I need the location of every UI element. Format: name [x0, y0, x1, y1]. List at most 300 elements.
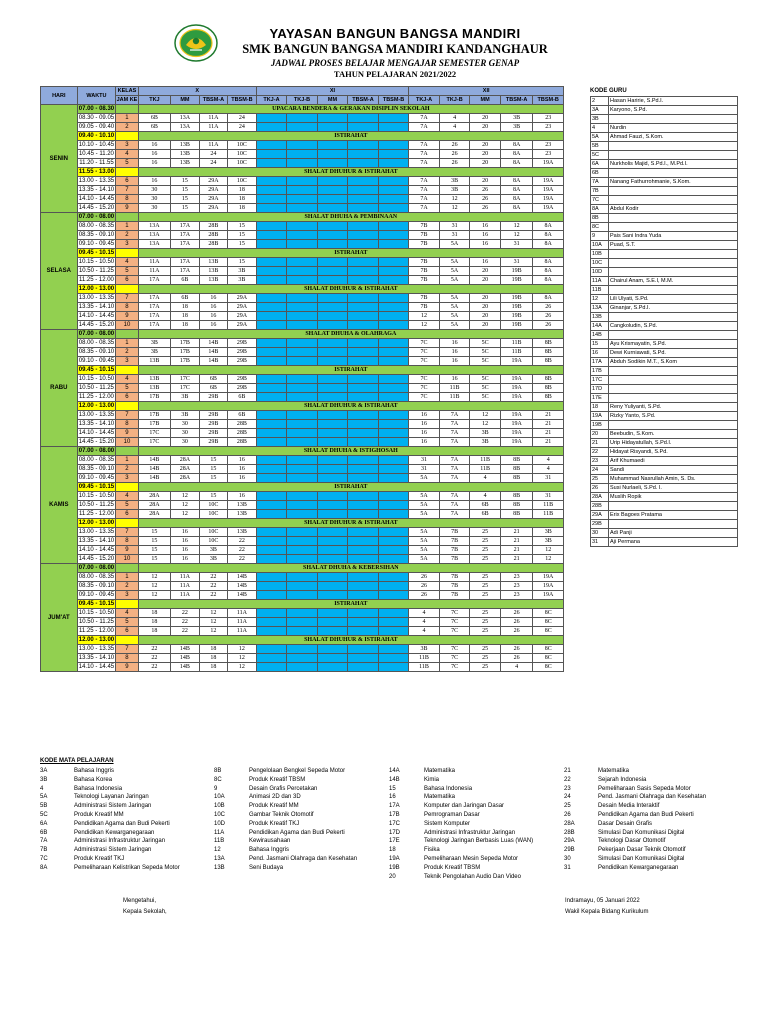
cell-x-3: 29A [228, 303, 257, 312]
band-row [41, 564, 564, 573]
cell-xi-4 [378, 546, 409, 555]
cell-xi-3 [348, 420, 379, 429]
cell-xii-0: 16 [409, 429, 440, 438]
header-class-xi-0: TKJ-A [256, 96, 287, 105]
subject-item [214, 802, 389, 811]
cell-xi-4 [378, 114, 409, 123]
subject-item [40, 846, 214, 855]
cell-xii-1: 7B [439, 546, 470, 555]
cell-x-1: 14B [171, 663, 199, 672]
teacher-name [609, 385, 738, 394]
cell-xi-1 [287, 393, 318, 402]
cell-xii-3: 11B [500, 339, 533, 348]
cell-xi-3 [348, 312, 379, 321]
cell-xi-3 [348, 240, 379, 249]
cell-xi-3 [348, 357, 379, 366]
cell-xii-2: 16 [470, 258, 501, 267]
subject-item [564, 785, 708, 794]
subject-name: Produk Kreatif TBSM [249, 776, 306, 783]
subject-code: 20 [389, 873, 396, 880]
lesson-row [41, 141, 564, 150]
subject-name: Pekerjaan Dasar Teknik Otomotif [598, 847, 686, 854]
teacher-row [591, 367, 738, 376]
cell-x-3: 28B [228, 438, 257, 447]
time-slot: 14.10 - 14.45 [78, 664, 115, 670]
cell-xii-4: 19A [533, 591, 564, 600]
subject-name: Matematika [598, 768, 630, 774]
cell-x-1: 17B [171, 357, 199, 366]
cell-xii-0: 7C [409, 348, 440, 357]
activity-label: SHALAT DHUHA & KEBERSIHAN [138, 564, 563, 573]
cell-xi-0 [256, 141, 287, 150]
teacher-row [591, 493, 738, 502]
time-slot: 13.00 - 13.35 [78, 412, 115, 418]
subject-code: 28A [564, 820, 575, 827]
subject-code: 5C [40, 811, 48, 818]
cell-xii-2: 26 [470, 204, 501, 213]
cell-xi-3 [348, 114, 379, 123]
cell-xi-4 [378, 618, 409, 627]
cell-x-3: 12 [228, 663, 257, 672]
cell-xii-3: 12 [500, 231, 533, 240]
cell-xii-2: 12 [470, 420, 501, 429]
cell-xii-3: 8A [500, 186, 533, 195]
cell-xi-4 [378, 123, 409, 132]
cell-xii-3: 21 [500, 528, 533, 537]
cell-xi-3 [348, 339, 379, 348]
cell-x-0: 13A [138, 222, 171, 231]
cell-xii-2: 16 [470, 240, 501, 249]
cell-x-0: 22 [138, 645, 171, 654]
cell-x-1: 13B [171, 150, 199, 159]
cell-xii-3: 8A [500, 204, 533, 213]
subject-item [40, 820, 214, 829]
subject-name: Dasar Desain Grafis [598, 820, 653, 827]
cell-x-0: 13B [138, 375, 171, 384]
cell-xii-3: 19B [500, 312, 533, 321]
cell-xii-4: 8B [533, 348, 564, 357]
cell-xii-1: 16 [439, 375, 470, 384]
cell-xi-0 [256, 240, 287, 249]
cell-x-2: 11A [199, 114, 227, 123]
schedule-title: JADWAL PROSES BELAJAR MENGAJAR SEMESTER GENAP [270, 58, 520, 68]
subject-item [564, 864, 708, 873]
teacher-code: 10A [591, 241, 609, 250]
activity-label: ISTIRAHAT [138, 366, 563, 375]
cell-xi-2 [317, 393, 348, 402]
cell-x-3: 10C [228, 141, 257, 150]
header-class-xi-4: TBSM-B [378, 96, 409, 105]
subject-name: Kimia [424, 776, 440, 783]
cell-x-2: 29B [199, 411, 227, 420]
cell-x-0: 22 [138, 654, 171, 663]
subject-code: 3A [40, 768, 48, 774]
header-waktu: WAKTU [77, 87, 116, 105]
cell-xi-3 [348, 429, 379, 438]
teacher-code: 6A [591, 160, 609, 169]
cell-xi-0 [256, 123, 287, 132]
signature-left-line2: Kepala Sekolah, [123, 909, 167, 915]
subject-name: Teknologi Layanan Jaringan [74, 794, 149, 801]
header-grade-xii: XII [409, 87, 564, 96]
subject-item [40, 811, 214, 820]
cell-xii-2: 20 [470, 294, 501, 303]
subject-code: 15 [389, 785, 396, 792]
signature-right-line2: Wakil Kepala Bidang Kurikulum [565, 909, 649, 915]
cell-xii-1: 12 [439, 204, 470, 213]
period-number: 9 [116, 204, 138, 213]
cell-xii-2: 25 [470, 582, 501, 591]
period-number: 5 [116, 159, 138, 168]
teacher-code: 15 [591, 340, 609, 349]
time-slot: 11.55 - 13.00 [78, 169, 114, 175]
subject-item [214, 864, 389, 873]
cell-x-1: 15 [171, 177, 199, 186]
cell-xii-4: 21 [533, 429, 564, 438]
teacher-name: Cangkoludin, S.Pd. [609, 322, 738, 331]
cell-xii-2: 25 [470, 528, 501, 537]
time-slot: 10.50 - 11.25 [78, 619, 114, 625]
teacher-code: 3B [591, 115, 609, 124]
period-number: 3 [116, 141, 138, 150]
header-class-xi-1: TKJ-B [287, 96, 318, 105]
period-number: 8 [116, 420, 138, 429]
period-number: 2 [116, 465, 138, 474]
cell-x-0: 12 [138, 582, 171, 591]
lesson-row [41, 645, 564, 654]
cell-xi-3 [348, 645, 379, 654]
cell-xi-3 [348, 654, 379, 663]
cell-xii-4: 21 [533, 438, 564, 447]
cell-xii-2: 20 [470, 141, 501, 150]
cell-xii-1: 31 [439, 231, 470, 240]
cell-xi-2 [317, 429, 348, 438]
cell-xi-3 [348, 438, 379, 447]
cell-xii-1: 4 [439, 114, 470, 123]
teacher-name [609, 223, 738, 232]
cell-xi-4 [378, 420, 409, 429]
cell-xii-3: 8B [500, 492, 533, 501]
cell-xi-4 [378, 258, 409, 267]
teacher-row [591, 403, 738, 412]
cell-xi-3 [348, 582, 379, 591]
cell-xii-3: 26 [500, 645, 533, 654]
teacher-code: 9 [591, 232, 609, 241]
subject-item [214, 793, 389, 802]
subject-name: Animasi 2D dan 3D [249, 794, 301, 801]
cell-xii-2: 16 [470, 231, 501, 240]
cell-xii-1: 5A [439, 303, 470, 312]
cell-xii-1: 7A [439, 474, 470, 483]
cell-xi-4 [378, 186, 409, 195]
cell-xii-1: 5A [439, 312, 470, 321]
period-number [116, 447, 138, 456]
period-number: 8 [116, 195, 138, 204]
header-class-xi-3: TBSM-A [348, 96, 379, 105]
cell-xi-1 [287, 438, 318, 447]
cell-x-0: 15 [138, 546, 171, 555]
period-number: 6 [116, 393, 138, 402]
cell-xi-3 [348, 384, 379, 393]
cell-x-2: 16 [199, 312, 227, 321]
header-grade-xi: XI [256, 87, 409, 96]
subject-code: 7C [40, 855, 48, 862]
time-slot: 09.10 - 09.45 [78, 475, 115, 481]
lesson-row [41, 501, 564, 510]
time-slot: 07.00 - 08.00 [78, 448, 115, 454]
time-slot: 10.50 - 11.25 [78, 502, 114, 508]
cell-xi-3 [348, 267, 379, 276]
lesson-row [41, 123, 564, 132]
subject-name: Sistem Komputer [424, 820, 471, 827]
cell-xi-2 [317, 465, 348, 474]
cell-xi-3 [348, 528, 379, 537]
subject-code: 24 [564, 794, 571, 801]
subject-name: Produk Kreatif TKJ [74, 855, 125, 862]
teacher-row [591, 115, 738, 124]
teacher-row [591, 538, 738, 547]
day-name: JUM'AT [41, 564, 78, 672]
time-slot: 13.35 - 14.10 [78, 655, 115, 661]
time-slot: 14.10 - 14.45 [78, 547, 115, 553]
document-header [170, 26, 620, 79]
cell-xii-1: 3B [439, 186, 470, 195]
cell-x-0: 17A [138, 303, 171, 312]
teacher-code: 2 [591, 97, 609, 106]
cell-xi-4 [378, 393, 409, 402]
cell-xii-3: 19A [500, 429, 533, 438]
cell-xi-1 [287, 321, 318, 330]
cell-xii-0: 5A [409, 501, 440, 510]
teacher-row [591, 169, 738, 178]
cell-xi-2 [317, 528, 348, 537]
subject-item [40, 837, 214, 846]
cell-xi-3 [348, 627, 379, 636]
cell-x-0: 17B [138, 393, 171, 402]
break-row [41, 519, 564, 528]
cell-xi-3 [348, 294, 379, 303]
period-number [116, 483, 138, 492]
teacher-code: 17E [591, 394, 609, 403]
subject-column [214, 767, 389, 881]
cell-x-3: 3B [228, 267, 257, 276]
teacher-name [609, 367, 738, 376]
cell-xii-3: 23 [500, 573, 533, 582]
lesson-row [41, 114, 564, 123]
subject-item [564, 811, 708, 820]
cell-xii-0: 7A [409, 195, 440, 204]
activity-label: SHALAT DHUHUR & ISTIRAHAT [138, 402, 563, 411]
teacher-code: 11A [591, 277, 609, 286]
time-slot: 09.10 - 09.45 [78, 241, 115, 247]
cell-xi-0 [256, 294, 287, 303]
teacher-name: Dewi Kurniawati, S.Pd. [609, 349, 738, 358]
lesson-row [41, 294, 564, 303]
subject-item [564, 846, 708, 855]
cell-x-1: 11A [171, 573, 199, 582]
cell-xi-3 [348, 393, 379, 402]
cell-x-3: 29B [228, 375, 257, 384]
cell-x-1: 13A [171, 123, 199, 132]
teacher-code: 12 [591, 295, 609, 304]
cell-xii-4: 8B [533, 375, 564, 384]
cell-xii-2: 25 [470, 573, 501, 582]
period-number: 1 [116, 339, 138, 348]
cell-x-2: 29B [199, 429, 227, 438]
cell-xii-2: 4 [470, 474, 501, 483]
period-number: 10 [116, 555, 138, 564]
cell-xi-2 [317, 303, 348, 312]
subject-code: 10C [214, 811, 226, 818]
cell-x-2: 15 [199, 474, 227, 483]
cell-xii-2: 20 [470, 312, 501, 321]
cell-xii-1: 11B [439, 393, 470, 402]
cell-xii-4: 21 [533, 411, 564, 420]
time-slot: 11.25 - 12.00 [78, 277, 114, 283]
cell-x-0: 16 [138, 150, 171, 159]
cell-xii-4: 12 [533, 546, 564, 555]
time-slot: 13.35 - 14.10 [78, 538, 115, 544]
subject-item [564, 776, 708, 785]
time-slot: 07.00 - 08.30 [78, 106, 115, 112]
cell-xi-4 [378, 150, 409, 159]
teacher-name [609, 259, 738, 268]
subject-code: 21 [564, 768, 571, 774]
cell-xii-4: 3B [533, 528, 564, 537]
cell-xii-2: 5C [470, 375, 501, 384]
cell-x-2: 6B [199, 375, 227, 384]
cell-xi-2 [317, 123, 348, 132]
time-slot: 08.00 - 08.35 [78, 574, 115, 580]
cell-xi-0 [256, 357, 287, 366]
cell-x-0: 30 [138, 204, 171, 213]
cell-xi-1 [287, 465, 318, 474]
cell-xi-1 [287, 114, 318, 123]
teacher-row [591, 313, 738, 322]
subject-name: Desain Grafis Percetakan [249, 785, 318, 792]
lesson-row [41, 222, 564, 231]
cell-x-2: 3B [199, 555, 227, 564]
lesson-row [41, 159, 564, 168]
cell-xii-2: 20 [470, 303, 501, 312]
cell-x-3: 15 [228, 222, 257, 231]
cell-x-2: 18 [199, 654, 227, 663]
cell-xii-0: 7B [409, 240, 440, 249]
teacher-name: Aji Permana [609, 538, 738, 547]
cell-xii-0: 7C [409, 393, 440, 402]
subject-name: Teknologi Dasar Otomotif [598, 838, 666, 845]
cell-xii-4: 26 [533, 303, 564, 312]
cell-xi-1 [287, 411, 318, 420]
cell-xi-3 [348, 510, 379, 519]
teacher-code: 20 [591, 430, 609, 439]
cell-x-2: 16 [199, 321, 227, 330]
cell-xi-2 [317, 411, 348, 420]
teacher-row [591, 484, 738, 493]
subject-name: Gambar Teknik Otomotif [249, 811, 314, 818]
cell-x-2: 29A [199, 186, 227, 195]
cell-xi-4 [378, 537, 409, 546]
cell-xi-1 [287, 474, 318, 483]
subject-code: 10D [214, 820, 226, 827]
cell-x-1: 16 [171, 537, 199, 546]
lesson-row [41, 204, 564, 213]
cell-xi-1 [287, 573, 318, 582]
subject-name: Simulasi Dan Komunikasi Digital [598, 855, 685, 862]
subject-column [389, 767, 564, 881]
lesson-row [41, 357, 564, 366]
cell-xii-4: 8B [533, 384, 564, 393]
teacher-row [591, 268, 738, 277]
cell-xii-1: 16 [439, 348, 470, 357]
cell-x-2: 28B [199, 240, 227, 249]
cell-xi-0 [256, 258, 287, 267]
cell-x-2: 22 [199, 573, 227, 582]
cell-x-3: 22 [228, 546, 257, 555]
cell-x-1: 17A [171, 240, 199, 249]
teacher-code: 17A [591, 358, 609, 367]
cell-x-3: 15 [228, 258, 257, 267]
cell-x-0: 18 [138, 618, 171, 627]
cell-x-3: 29B [228, 339, 257, 348]
teacher-code: 5B [591, 142, 609, 151]
cell-xii-0: 16 [409, 411, 440, 420]
cell-xi-2 [317, 186, 348, 195]
teacher-code: 31 [591, 538, 609, 547]
cell-xi-4 [378, 231, 409, 240]
subject-name: Produk Kreatif MM [74, 811, 124, 818]
time-slot: 14.45 - 15.20 [78, 205, 115, 211]
time-slot: 08.00 - 08.35 [78, 340, 115, 346]
teacher-code: 17C [591, 376, 609, 385]
cell-xii-0: 7C [409, 357, 440, 366]
teacher-row [591, 385, 738, 394]
cell-xi-4 [378, 276, 409, 285]
lesson-row [41, 276, 564, 285]
teacher-name [609, 421, 738, 430]
teacher-code: 8A [591, 205, 609, 214]
cell-xii-1: 7B [439, 591, 470, 600]
cell-xii-4: 11B [533, 501, 564, 510]
cell-xii-3: 21 [500, 555, 533, 564]
cell-x-0: 15 [138, 555, 171, 564]
cell-xi-3 [348, 150, 379, 159]
cell-x-0: 30 [138, 186, 171, 195]
subject-code: 11A [214, 829, 225, 836]
time-slot: 09.45 - 10.15 [78, 250, 115, 256]
subject-code: 17E [389, 838, 400, 845]
teacher-row [591, 187, 738, 196]
cell-xii-2: 20 [470, 114, 501, 123]
lesson-row [41, 321, 564, 330]
cell-x-0: 18 [138, 627, 171, 636]
cell-x-3: 29B [228, 348, 257, 357]
teacher-row [591, 151, 738, 160]
cell-x-0: 17A [138, 294, 171, 303]
teacher-code-list [590, 86, 737, 547]
cell-xi-4 [378, 654, 409, 663]
cell-xii-2: 6B [470, 510, 501, 519]
cell-xii-3: 8A [500, 141, 533, 150]
subject-item [40, 802, 214, 811]
cell-xii-4: 8A [533, 267, 564, 276]
subject-name: Produk Kreatif MM [249, 803, 299, 810]
cell-x-2: 10C [199, 510, 227, 519]
period-number: 7 [116, 528, 138, 537]
lesson-row [41, 186, 564, 195]
cell-xii-2: 11B [470, 465, 501, 474]
cell-xi-0 [256, 375, 287, 384]
